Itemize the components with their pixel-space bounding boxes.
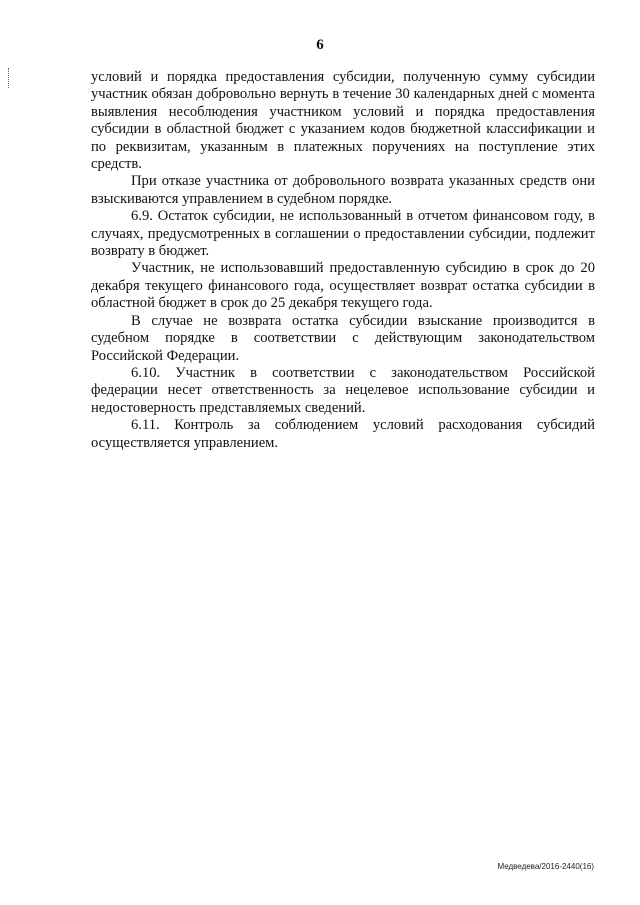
paragraph-6-11: 6.11. Контроль за соблюдением условий расходования субсидий осуществляется управлением. [91, 417, 595, 451]
paragraph-6-10: 6.10. Участник в соответствии с законодательством Российской федерации несет ответственность за нецелевое использование субсидии и недостоверность представляемых сведений. [91, 364, 595, 416]
paragraph-unused-subsidy: Участник, не использовавший предоставленную субсидию в срок до 20 декабря текущего финансового года, осуществляет возврат остатка субсидии в областной бюджет в срок до 25 декабря текущего года. [91, 260, 595, 312]
paragraph-6-9: 6.9. Остаток субсидии, не использованный в отчетом финансовом году, в случаях, предусмотренных в соглашении о предоставлении субсидии, подлежит возврату в бюджет. [91, 208, 595, 260]
document-body [91, 69, 595, 452]
paragraph-refusal-recovery: При отказе участника от добровольного возврата указанных средств они взыскиваются управлением в судебном порядке. [91, 173, 595, 207]
paragraph-continuation: условий и порядка предоставления субсидии, полученную сумму субсидии участник обязан добровольно вернуть в течение 30 календарных дней с момента выявления несоблюдения участником условий и порядка предоставления субсидии в областной бюджет с указанием кодов бюджетной классификации и по реквизитам, указанным в платежных поручениях на поступление этих средств. [91, 69, 595, 173]
paragraph-judicial-recovery: В случае не возврата остатка субсидии взыскание производится в судебном порядке в соответствии с действующим законодательством Российской Федерации. [91, 312, 595, 364]
document-reference-footer: Медведева/2016-2440(16) [497, 862, 594, 871]
page-number: 6 [316, 37, 324, 53]
margin-mark [8, 68, 11, 88]
